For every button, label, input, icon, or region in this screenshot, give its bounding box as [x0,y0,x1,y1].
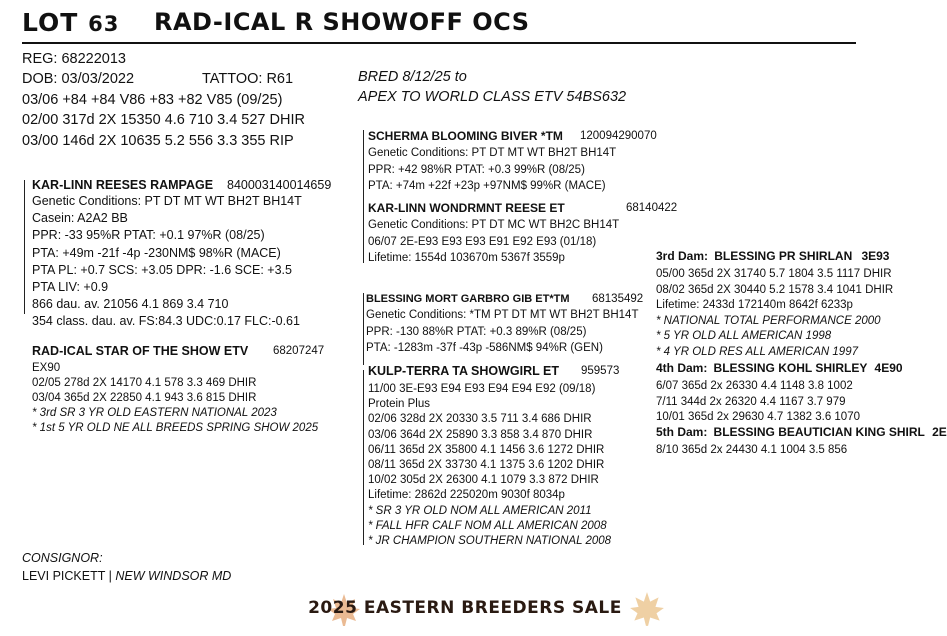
dam-dam-name: KULP-TERRA TA SHOWGIRL ET [368,364,559,378]
fourth-dam-block [656,361,903,426]
consignor-separator: | [108,569,112,583]
dam-dam-detail: Lifetime: 2862d 225020m 9030f 8034p [368,489,565,502]
sire-detail: 354 class. dau. av. FS:84.3 UDC:0.17 FLC:-0.61 [32,314,300,329]
lot-number: LOT 63 [22,8,120,37]
sire-block [32,178,332,331]
dam-dam-block [368,364,620,549]
sire-detail: PTA LIV: +0.9 [32,280,109,295]
dam-detail: 03/04 365d 2X 22850 4.1 943 3.6 815 DHIR [32,392,257,404]
dam-name: RAD-ICAL STAR OF THE SHOW ETV [32,344,249,358]
dam-dam-detail: 08/11 365d 2X 33730 4.1 1375 3.6 1202 DHIR [368,459,605,472]
third-dam-honor: * 4 YR OLD RES ALL AMERICAN 1997 [656,345,858,358]
dam-dam-detail: 11/00 3E-E93 E94 E93 E94 E94 E92 (09/18) [368,383,596,395]
dam-sire-name: BLESSING MORT GARBRO GIB ET*TM [366,293,570,305]
dam-dam-id: 959573 [581,365,620,377]
bred-date: BRED 8/12/25 to [358,69,467,85]
third-dam-score: 3E93 [861,249,890,263]
dam-dam-detail: Protein Plus [368,398,431,411]
dam-dam-honor: * SR 3 YR OLD NOM ALL AMERICAN 2011 [368,504,592,517]
record-line: 03/06 +84 +84 V86 +83 +82 V85 (09/25) [22,92,283,108]
dam-dam-detail: 03/06 364d 2X 25890 3.3 858 3.4 870 DHIR [368,428,593,441]
sire-sire-block [368,129,657,195]
dam-detail: EX90 [32,362,61,374]
dam-sire-detail: PTA: -1283m -37f -43p -586NM$ 94%R (GEN) [366,342,603,354]
dam-honor: * 1st 5 YR OLD NE ALL BREEDS SPRING SHOW 2025 [32,422,319,434]
pedigree-line [363,293,364,365]
consignor-location: NEW WINDSOR MD [115,569,232,583]
sire-sire-detail: Genetic Conditions: PT DT MT WT BH2T BH14T [368,147,617,159]
fourth-dam-name: BLESSING KOHL SHIRLEY [713,361,868,375]
sire-dam-id: 68140422 [626,202,678,214]
consignor-name: LEVI PICKETT [22,569,106,583]
fifth-dam-score: 2E [932,425,947,439]
sire-detail: 866 dau. av. 21056 4.1 869 3.4 710 [32,297,229,312]
sire-detail: PTA PL: +0.7 SCS: +3.05 DPR: -1.6 SCE: +3.5 [32,262,292,277]
sire-detail: PPR: -33 95%R PTAT: +0.1 97%R (08/25) [32,228,265,243]
sire-sire-detail: PPR: +42 98%R PTAT: +0.3 99%R (08/25) [368,163,585,176]
sire-sire-detail: PTA: +74m +22f +23p +97NM$ 99%R (MACE) [368,180,606,192]
dam-honor: * 3rd SR 3 YR OLD EASTERN NATIONAL 2023 [32,407,277,419]
dam-sire-block [366,292,644,357]
record-line: 02/00 317d 2X 15350 4.6 710 3.4 527 DHIR [22,112,305,128]
dam-dam-honor: * FALL HFR CALF NOM ALL AMERICAN 2008 [368,519,607,532]
sire-dam-detail: 06/07 2E-E93 E93 E93 E91 E92 E93 (01/18) [368,235,597,248]
bred-to-sire: APEX TO WORLD CLASS ETV 54BS632 [358,89,627,105]
dam-dam-detail: 02/06 328d 2X 20330 3.5 711 3.4 686 DHIR [368,413,592,426]
dam-dam-detail: 10/02 305d 2X 26300 4.1 1079 3.3 872 DHIR [368,474,599,487]
dob: DOB: 03/03/2022 [22,71,135,87]
sire-dam-detail: Genetic Conditions: PT DT MC WT BH2C BH14T [368,219,620,231]
pedigree-line [363,130,364,263]
fourth-dam-label: 4th Dam: [656,361,708,375]
fifth-dam-label: 5th Dam: [656,425,708,439]
pedigree-line [24,180,25,314]
sire-detail: PTA: +49m -21f -4p -230NM$ 98%R (MACE) [32,245,281,260]
dam-dam-honor: * JR CHAMPION SOUTHERN NATIONAL 2008 [368,535,612,548]
sire-name: KAR-LINN REESES RAMPAGE [32,178,214,192]
fifth-dam-detail: 8/10 365d 2x 24430 4.1 1004 3.5 856 [656,444,848,456]
reg-number: REG: 68222013 [22,51,126,67]
sire-dam-name: KAR-LINN WONDRMNT REESE ET [368,201,565,215]
dam-sire-detail: PPR: -130 88%R PTAT: +0.3 89%R (08/25) [366,325,587,338]
consignor-label: CONSIGNOR: [22,551,103,565]
sire-detail: Genetic Conditions: PT DT MT WT BH2T BH14T [32,194,302,208]
third-dam-label: 3rd Dam: [656,249,709,263]
animal-name: RAD-ICAL R SHOWOFF OCS [154,8,530,36]
third-dam-honor: * 5 YR OLD ALL AMERICAN 1998 [656,330,832,342]
dam-sire-id: 68135492 [592,293,644,305]
dam-id: 68207247 [273,345,325,357]
fifth-dam-block [656,425,947,459]
title-underline [22,42,856,44]
fourth-dam-detail: 10/01 365d 2x 29630 4.7 1382 3.6 1070 [656,411,860,423]
sire-detail: Casein: A2A2 BB [32,211,128,226]
dam-dam-detail: 06/11 365d 2X 35800 4.1 1456 3.6 1272 DHIR [368,443,605,456]
sire-dam-block [368,201,678,267]
third-dam-detail: 05/00 365d 2X 31740 5.7 1804 3.5 1117 DHIR [656,268,892,280]
third-dam-detail: 08/02 365d 2X 30440 5.2 1578 3.4 1041 DHIR [656,283,894,296]
sire-id: 840003140014659 [227,178,332,192]
sire-sire-id: 120094290070 [580,130,657,142]
dam-detail: 02/05 278d 2X 14170 4.1 578 3.3 469 DHIR [32,377,257,389]
fourth-dam-detail: 6/07 365d 2x 26330 4.4 1148 3.8 1002 [656,380,853,392]
dam-sire-detail: Genetic Conditions: *TM PT DT MT WT BH2T BH14T [366,309,639,321]
fourth-dam-detail: 7/11 344d 2x 26320 4.4 1167 3.7 979 [656,395,846,408]
third-dam-name: BLESSING PR SHIRLAN [714,249,853,263]
sale-name: 2025 EASTERN BREEDERS SALE [308,598,622,618]
fifth-dam-name: BLESSING BEAUTICIAN KING SHIRL [713,425,925,439]
pedigree-line [363,370,364,545]
dam-block [32,344,325,436]
fourth-dam-score: 4E90 [874,361,903,375]
third-dam-block [656,249,893,360]
third-dam-detail: Lifetime: 2433d 172140m 8642f 6233p [656,299,853,311]
consignor-info [22,569,231,584]
record-line: 03/00 146d 2X 10635 5.2 556 3.3 355 RIP [22,133,294,149]
third-dam-honor: * NATIONAL TOTAL PERFORMANCE 2000 [656,314,881,327]
sire-sire-name: SCHERMA BLOOMING BIVER *TM [368,129,563,143]
sire-dam-detail: Lifetime: 1554d 103670m 5367f 3559p [368,252,565,264]
tattoo: TATTOO: R61 [202,71,294,87]
